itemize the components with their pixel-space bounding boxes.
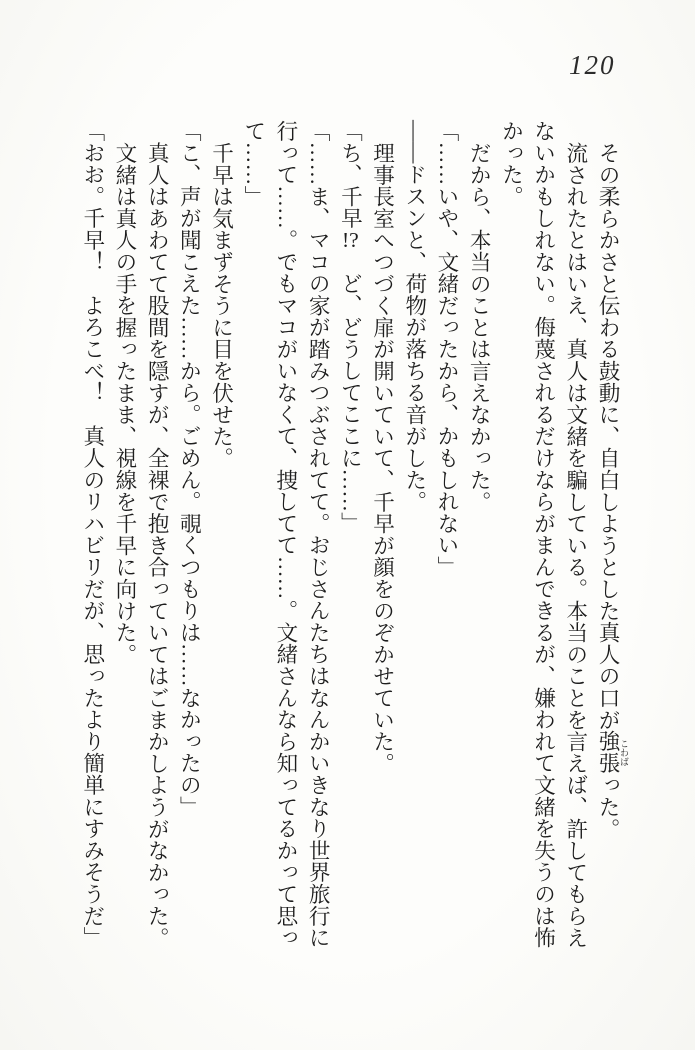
ruby-word: 強張 こわば [596, 730, 629, 774]
paragraph [495, 120, 592, 950]
paragraph [463, 120, 495, 950]
paragraph [109, 120, 141, 950]
page-number: 120 [569, 50, 616, 80]
paragraph [399, 120, 431, 950]
text-run: った。 [596, 773, 620, 840]
paragraph [431, 120, 463, 950]
text-run: 「……ま、マコの家が踏みつぶされてて。おじさんたちはなんかいきなり世界旅行に行って……。でもマコがいなくて、捜してて……。文緒さんなら知ってるかって思って……」 [241, 120, 331, 949]
text-run: 「ち、千早 [338, 120, 363, 229]
text-run: 千早は気まずそうに目を伏せた。 [209, 141, 234, 469]
text-run: だから、本当のことは言えなかった。 [467, 141, 492, 513]
text-run: 「こ、声が聞こえた……から。ごめん。覗くつもりは……なかったの」 [177, 120, 202, 818]
ruby-annotation: こわば [619, 730, 629, 774]
paragraph [141, 120, 173, 950]
text-run: ――ドスンと、荷物が落ちる音がした。 [402, 120, 427, 513]
paragraph [205, 120, 237, 950]
text-run: ど、どうしてここに……」 [338, 250, 363, 534]
text-run: 「おお。千早！ よろこべ！ 真人のリハビリだが、思ったより簡単にすみそうだ」 [80, 120, 105, 949]
text-run: 真人はあわてて股間を隠すが、全裸で抱き合っていてはごまかしようがなかった。 [145, 141, 170, 949]
paragraph [592, 120, 629, 950]
paragraph [238, 120, 335, 950]
tate-chu-yoko: !? [341, 229, 359, 251]
text-run: 理事長室へつづく扉が開いていて、千早が顔をのぞかせていた。 [370, 141, 395, 774]
text-run: 「……いや、文緒だったから、かもしれない」 [434, 120, 459, 578]
text-column-block [67, 120, 629, 950]
paragraph [77, 120, 109, 950]
paragraph [173, 120, 205, 950]
text-run: その柔らかさと伝わる鼓動に、自白しようとした真人の口が [596, 141, 620, 731]
text-run: 流されたとはいえ、真人は文緒を騙している。本当のことを言えば、許してもらえないかもしれない。侮蔑されるだけならがまんできるが、嫌われて文緒を失うのは怖かった。 [499, 120, 588, 949]
text-run: 文緒は真人の手を握ったまま、視線を千早に向けた。 [112, 141, 137, 665]
paragraph [334, 120, 366, 950]
paragraph [366, 120, 398, 950]
